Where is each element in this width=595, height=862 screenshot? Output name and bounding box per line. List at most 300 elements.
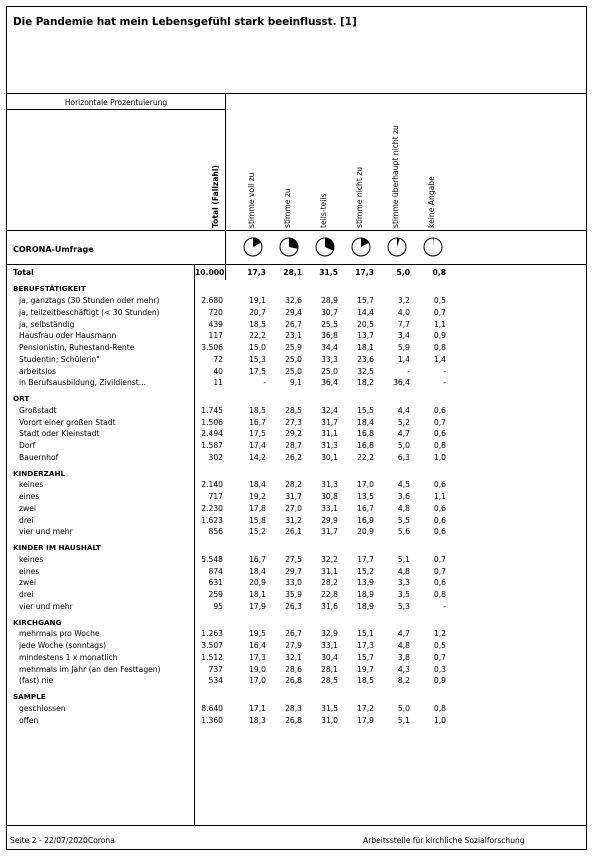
row-value: 33,1	[321, 641, 338, 651]
section-header	[0, 691, 595, 703]
table-row	[0, 319, 595, 331]
table-row	[0, 589, 595, 601]
row-label: (fast) nie	[19, 676, 54, 686]
row-value: 34,4	[321, 343, 338, 353]
section-header	[0, 393, 595, 405]
row-label: Studentin; Schülerin"	[19, 354, 100, 364]
row-value: 15,8	[249, 515, 266, 525]
row-value: 0,7	[433, 307, 446, 317]
table-row	[0, 715, 595, 727]
table-row	[0, 640, 595, 652]
total-column-header	[209, 78, 223, 228]
pie-icon-4	[351, 237, 371, 257]
row-value: 17,4	[249, 441, 266, 451]
row-value: 28,3	[285, 703, 302, 713]
row-count: 1.623	[201, 515, 223, 525]
row-value: 0,6	[433, 527, 446, 537]
row-value: 17,9	[357, 715, 374, 725]
row-value: 32,1	[285, 652, 302, 662]
row-value: 4,8	[397, 641, 410, 651]
column-header-text: stimme voll zu	[247, 172, 256, 228]
row-value: 0,7	[433, 417, 446, 427]
pie-icon-5	[387, 237, 407, 257]
row-value: 31,5	[319, 268, 338, 277]
footer-divider	[6, 825, 587, 826]
table-row	[0, 664, 595, 676]
row-value: 3,5	[397, 590, 410, 600]
row-label: KIRCHGANG	[13, 617, 62, 627]
total-column-header-text: Total (Fallzahl)	[211, 165, 220, 228]
row-value: 22,2	[357, 452, 374, 462]
row-label: offen	[19, 715, 39, 725]
row-value: 18,9	[357, 601, 374, 611]
row-value: 31,1	[321, 566, 338, 576]
row-value: 8,2	[397, 676, 410, 686]
row-value: 1,0	[433, 715, 446, 725]
row-value: 20,7	[249, 307, 266, 317]
row-value: 25,9	[285, 343, 302, 353]
row-value: 16,7	[357, 503, 374, 513]
row-value: 5,5	[397, 515, 410, 525]
table-row	[0, 377, 595, 389]
row-count: 2.680	[201, 296, 223, 306]
row-count: 1.360	[201, 715, 223, 725]
row-label: keines	[19, 480, 44, 490]
table-row	[0, 440, 595, 452]
table-row	[0, 703, 595, 715]
row-value: 31,7	[285, 492, 302, 502]
row-value: 0,6	[433, 578, 446, 588]
row-value: 5,3	[397, 601, 410, 611]
row-value: 17,3	[249, 652, 266, 662]
row-value: 17,2	[357, 703, 374, 713]
table-row	[0, 566, 595, 578]
row-value: 36,4	[393, 378, 410, 388]
row-value: 17,7	[357, 554, 374, 564]
row-label: zwei	[19, 578, 36, 588]
row-label: arbeitslos	[19, 366, 57, 376]
row-count: 5.548	[201, 554, 223, 564]
table-row	[0, 601, 595, 613]
row-count: 1.263	[201, 629, 223, 639]
row-count: 1.745	[201, 405, 223, 415]
row-count: 2.494	[201, 429, 223, 439]
pie-icon-3	[315, 237, 335, 257]
row-value: 35,9	[285, 590, 302, 600]
column-header-6	[425, 78, 439, 228]
row-value: 17,1	[249, 703, 266, 713]
row-count: 2.230	[201, 503, 223, 513]
row-value: 3,4	[397, 331, 410, 341]
page-title: Die Pandemie hat mein Lebensgefühl stark beeinflusst. [1]	[13, 16, 357, 28]
row-value: 0,6	[433, 503, 446, 513]
row-label: keines	[19, 554, 44, 564]
row-value: 0,8	[432, 268, 446, 277]
row-count: 1.512	[201, 652, 223, 662]
table-row	[0, 295, 595, 307]
row-label: SAMPLE	[13, 692, 46, 702]
row-value: 29,2	[285, 429, 302, 439]
row-value: 3,3	[397, 578, 410, 588]
row-value: 17,5	[249, 429, 266, 439]
row-value: 23,1	[285, 331, 302, 341]
table-row	[0, 554, 595, 566]
row-value: 15,7	[357, 652, 374, 662]
row-count: 117	[208, 331, 223, 341]
footer-left: Seite 2 - 22/07/2020Corona	[10, 836, 115, 845]
row-value: 26,1	[285, 527, 302, 537]
row-count: 631	[208, 578, 223, 588]
column-header-text: keine Angabe	[427, 176, 436, 228]
row-value: 0,6	[433, 429, 446, 439]
row-count: 874	[208, 566, 223, 576]
row-value: 16,7	[249, 554, 266, 564]
row-value: 16,8	[357, 429, 374, 439]
row-value: 25,0	[321, 366, 338, 376]
row-value: 15,7	[357, 296, 374, 306]
row-value: 26,2	[285, 452, 302, 462]
row-value: 32,4	[321, 405, 338, 415]
row-value: 5,0	[396, 268, 410, 277]
row-value: 4,8	[397, 566, 410, 576]
row-count: 95	[213, 601, 223, 611]
row-label: vier und mehr	[19, 601, 73, 611]
row-value: 28,1	[283, 268, 302, 277]
row-value: 0,7	[433, 566, 446, 576]
prozent-underline	[6, 109, 225, 110]
row-value: 4,4	[397, 405, 410, 415]
row-label: Großstadt	[19, 405, 57, 415]
section-header	[0, 617, 595, 629]
row-value: 0,8	[433, 590, 446, 600]
row-label: in Berufsausbildung, Zivildienst...	[19, 378, 146, 388]
row-value: 33,1	[321, 503, 338, 513]
column-header-text: stimme überhaupt nicht zu	[391, 125, 400, 228]
row-label: mehrmals im Jahr (an den Festtagen)	[19, 664, 161, 674]
row-value: 17,9	[249, 601, 266, 611]
row-label: Total	[13, 268, 34, 277]
row-value: 28,5	[285, 405, 302, 415]
row-value: 18,9	[357, 590, 374, 600]
pie-icon-6	[423, 237, 443, 257]
row-value: 26,7	[285, 319, 302, 329]
column-header-4	[353, 78, 367, 228]
row-count: 40	[213, 366, 223, 376]
row-label: geschlossen	[19, 703, 66, 713]
row-value: 27,9	[285, 641, 302, 651]
row-value: 4,5	[397, 480, 410, 490]
row-value: 20,5	[357, 319, 374, 329]
row-value: 30,1	[321, 452, 338, 462]
total-row	[0, 267, 595, 279]
row-label: drei	[19, 590, 34, 600]
row-value: 28,2	[321, 578, 338, 588]
column-header-text: stimme zu	[283, 188, 292, 228]
row-value: -	[263, 378, 266, 388]
row-value: 16,8	[357, 441, 374, 451]
row-value: 17,8	[249, 503, 266, 513]
row-value: 3,8	[397, 652, 410, 662]
pie-icon-1	[243, 237, 263, 257]
row-label: KINDERZAHL	[13, 468, 66, 478]
row-value: 26,3	[285, 601, 302, 611]
table-row	[0, 577, 595, 589]
row-value: 25,0	[285, 354, 302, 364]
row-count: 259	[208, 590, 223, 600]
table-row	[0, 452, 595, 464]
section-header	[0, 542, 595, 554]
row-count: 717	[208, 492, 223, 502]
row-count: 8.640	[201, 703, 223, 713]
row-label: Vorort einer großen Stadt	[19, 417, 116, 427]
row-value: 28,6	[285, 664, 302, 674]
row-value: 28,2	[285, 480, 302, 490]
row-count: 10.000	[195, 268, 225, 277]
row-value: 33,0	[285, 578, 302, 588]
column-header-text: teils-teils	[319, 193, 328, 228]
row-value: 32,9	[321, 629, 338, 639]
table-row	[0, 417, 595, 429]
row-label: ja, selbständig	[19, 319, 75, 329]
row-count: 302	[208, 452, 223, 462]
row-value: 5,1	[397, 554, 410, 564]
row-count: 72	[213, 354, 223, 364]
row-label: Stadt oder Kleinstadt	[19, 429, 100, 439]
row-value: 4,0	[397, 307, 410, 317]
table-row	[0, 366, 595, 378]
row-label: vier und mehr	[19, 527, 73, 537]
row-value: 20,9	[249, 578, 266, 588]
row-value: 16,4	[249, 641, 266, 651]
row-value: 5,6	[397, 527, 410, 537]
row-value: 15,0	[249, 343, 266, 353]
row-value: 1,1	[433, 492, 446, 502]
total-column-divider-upper	[225, 93, 226, 264]
row-value: 0,9	[433, 331, 446, 341]
row-value: 31,0	[321, 715, 338, 725]
row-value: 5,0	[397, 703, 410, 713]
table-row	[0, 515, 595, 527]
footer-right: Arbeitsstelle für kirchliche Sozialforschung	[363, 836, 525, 845]
row-value: 16,7	[249, 417, 266, 427]
row-value: 1,1	[433, 319, 446, 329]
row-value: 29,4	[285, 307, 302, 317]
row-value: 9,1	[289, 378, 302, 388]
row-value: 4,7	[397, 429, 410, 439]
row-value: 5,9	[397, 343, 410, 353]
row-label: drei	[19, 515, 34, 525]
row-value: 31,2	[285, 515, 302, 525]
row-value: 15,2	[249, 527, 266, 537]
row-value: 29,7	[285, 566, 302, 576]
row-value: 36,8	[321, 331, 338, 341]
row-value: 17,5	[249, 366, 266, 376]
section-header	[0, 468, 595, 480]
row-value: 31,3	[321, 441, 338, 451]
row-value: 28,9	[321, 296, 338, 306]
row-value: 22,2	[249, 331, 266, 341]
column-header-text: stimme nicht zu	[355, 166, 364, 228]
row-value: 18,4	[249, 480, 266, 490]
row-value: 18,4	[357, 417, 374, 427]
row-value: 19,1	[249, 296, 266, 306]
row-value: 13,7	[357, 331, 374, 341]
table-row	[0, 526, 595, 538]
row-value: 28,1	[321, 664, 338, 674]
row-value: 17,0	[357, 480, 374, 490]
row-label: ja, teilzeitbeschäftigt (< 30 Stunden)	[19, 307, 160, 317]
row-value: 0,6	[433, 480, 446, 490]
row-count: 3.507	[201, 641, 223, 651]
row-value: 31,7	[321, 417, 338, 427]
row-value: 19,2	[249, 492, 266, 502]
row-value: 1,2	[433, 629, 446, 639]
row-value: 18,5	[357, 676, 374, 686]
row-value: 16,9	[357, 515, 374, 525]
table-row	[0, 342, 595, 354]
horizontal-percentage-label: Horizontale Prozentuierung	[64, 98, 168, 107]
row-value: 5,1	[397, 715, 410, 725]
row-value: 18,5	[249, 319, 266, 329]
row-value: 20,9	[357, 527, 374, 537]
row-value: 3,6	[397, 492, 410, 502]
row-value: 29,9	[321, 515, 338, 525]
table-row	[0, 405, 595, 417]
row-label: ORT	[13, 394, 30, 404]
column-header-2	[281, 78, 295, 228]
row-count: 439	[208, 319, 223, 329]
table-row	[0, 354, 595, 366]
table-row	[0, 491, 595, 503]
row-value: 0,3	[433, 664, 446, 674]
row-value: 27,3	[285, 417, 302, 427]
pie-slice	[289, 238, 298, 249]
row-value: -	[407, 366, 410, 376]
table-row	[0, 628, 595, 640]
row-value: 31,3	[321, 480, 338, 490]
row-label: mehrmals pro Woche	[19, 629, 100, 639]
row-value: 18,1	[357, 343, 374, 353]
row-value: 25,0	[285, 366, 302, 376]
row-value: 0,8	[433, 441, 446, 451]
row-count: 720	[208, 307, 223, 317]
row-value: 26,8	[285, 676, 302, 686]
row-value: 31,5	[321, 703, 338, 713]
row-value: 0,5	[433, 296, 446, 306]
table-row	[0, 479, 595, 491]
column-header-5	[389, 78, 403, 228]
row-value: 15,1	[357, 629, 374, 639]
row-label: mindestens 1 x monatlich	[19, 652, 118, 662]
row-value: 3,2	[397, 296, 410, 306]
table-row	[0, 307, 595, 319]
row-value: 30,7	[321, 307, 338, 317]
survey-bottom-line	[6, 264, 587, 265]
row-count: 2.140	[201, 480, 223, 490]
row-value: 0,5	[433, 641, 446, 651]
column-header-3	[317, 78, 331, 228]
row-value: 14,2	[249, 452, 266, 462]
row-value: 19,5	[249, 629, 266, 639]
row-value: 0,9	[433, 676, 446, 686]
table-row	[0, 652, 595, 664]
row-value: 18,5	[249, 405, 266, 415]
pie-icon-2	[279, 237, 299, 257]
table-row	[0, 503, 595, 515]
row-value: 27,0	[285, 503, 302, 513]
row-value: 13,9	[357, 578, 374, 588]
row-value: 7,7	[397, 319, 410, 329]
row-value: -	[443, 601, 446, 611]
row-value: 31,7	[321, 527, 338, 537]
row-value: 19,0	[249, 664, 266, 674]
row-count: 856	[208, 527, 223, 537]
row-value: 1,4	[433, 354, 446, 364]
row-count: 3.506	[201, 343, 223, 353]
table-row	[0, 675, 595, 687]
row-value: 30,8	[321, 492, 338, 502]
row-value: 13,5	[357, 492, 374, 502]
row-value: 4,7	[397, 629, 410, 639]
row-value: 0,7	[433, 652, 446, 662]
row-value: 28,5	[321, 676, 338, 686]
row-value: 14,4	[357, 307, 374, 317]
row-value: 17,3	[247, 268, 266, 277]
row-label: zwei	[19, 503, 36, 513]
row-value: 5,2	[397, 417, 410, 427]
row-value: 33,3	[321, 354, 338, 364]
row-count: 11	[213, 378, 223, 388]
row-value: 26,7	[285, 629, 302, 639]
row-count: 737	[208, 664, 223, 674]
header-divider	[6, 93, 587, 94]
row-value: 15,2	[357, 566, 374, 576]
row-value: 18,3	[249, 715, 266, 725]
section-header	[0, 283, 595, 295]
row-value: 17,3	[357, 641, 374, 651]
row-label: eines	[19, 566, 40, 576]
row-value: 17,0	[249, 676, 266, 686]
row-value: -	[443, 366, 446, 376]
row-value: 0,8	[433, 343, 446, 353]
row-label: BERUFSTÄTIGKEIT	[13, 284, 86, 294]
row-value: 31,1	[321, 429, 338, 439]
row-value: 6,3	[397, 452, 410, 462]
row-label: Hausfrau oder Hausmann	[19, 331, 117, 341]
row-value: 1,4	[397, 354, 410, 364]
row-value: 32,6	[285, 296, 302, 306]
row-value: 18,2	[357, 378, 374, 388]
row-value: 22,8	[321, 590, 338, 600]
row-label: jede Woche (sonntags)	[19, 641, 107, 651]
row-value: 1,0	[433, 452, 446, 462]
row-value: 4,8	[397, 503, 410, 513]
row-label: ja, ganztags (30 Stunden oder mehr)	[19, 296, 160, 306]
header-bottom-line	[6, 230, 587, 231]
row-value: 30,4	[321, 652, 338, 662]
column-header-1	[245, 78, 259, 228]
row-value: 23,6	[357, 354, 374, 364]
row-value: 4,3	[397, 664, 410, 674]
row-value: 27,5	[285, 554, 302, 564]
row-value: 32,2	[321, 554, 338, 564]
row-value: 0,6	[433, 405, 446, 415]
row-value: 5,0	[397, 441, 410, 451]
row-value: 31,6	[321, 601, 338, 611]
row-value: 36,4	[321, 378, 338, 388]
row-label: Dorf	[19, 441, 36, 451]
survey-label: CORONA-Umfrage	[13, 245, 94, 254]
